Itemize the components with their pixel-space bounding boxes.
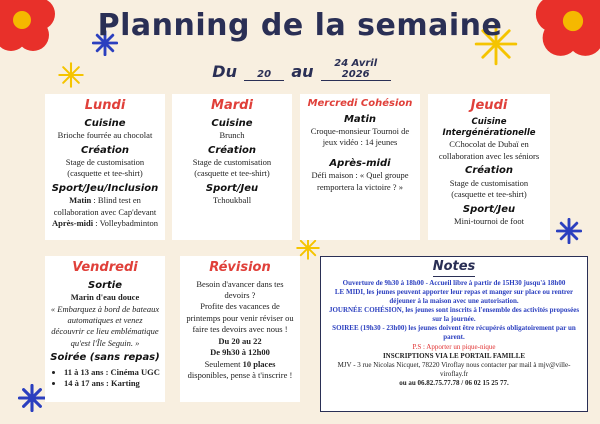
day-title: Vendredi <box>72 260 138 275</box>
section-heading: Après-midi <box>329 157 391 169</box>
outing-description: « Embarquez à bord de bateaux automatiques et venez découvrir ce lieu emblématique qu'est l'Île Seguin. » <box>50 303 160 348</box>
notes-box <box>320 256 588 412</box>
activity-text: CChocolat de Dubaï en collaboration avec les séniors <box>438 139 540 161</box>
activity-text: Brunch <box>219 130 245 141</box>
day-title: Mercredi Cohésion <box>307 98 413 109</box>
activity-text: Matin : Blind test en collaboration avec Cap'devant <box>53 195 157 217</box>
du-label: Du <box>212 62 237 81</box>
revision-dates: Du 20 au 22 <box>218 335 262 346</box>
section-heading: Sport/Jeu <box>205 182 259 194</box>
section-heading: Cuisine <box>84 117 126 129</box>
card-lundi <box>45 94 165 240</box>
card-mercredi <box>300 94 420 240</box>
note-line: LE MIDI, les jeunes peuvent apporter leur repas et manger sur place ou rentrer déjeuner à la maison avec une autorisation. <box>334 287 574 306</box>
activity-text: Stage de customisation (casquette et tee-shirt) <box>192 157 272 179</box>
activity-text: Mini-tournoi de foot <box>454 216 524 227</box>
note-line: Ouverture de 9h30 à 18h00 - Accueil libre à partir de 15H30 jusqu'à 18h00 <box>342 278 566 287</box>
section-heading: Matin <box>343 113 377 125</box>
card-jeudi <box>428 94 550 240</box>
note-line: ou au 06.82.75.77.78 / 06 02 15 25 77. <box>399 378 509 387</box>
list-item: • 14 à 17 ans : Karting <box>64 378 160 389</box>
au-label: au <box>291 62 314 81</box>
notes-title: Notes <box>433 259 476 277</box>
revision-hours: De 9h30 à 12h00 <box>210 347 270 358</box>
day-title: Révision <box>209 260 271 275</box>
start-date: 20 <box>244 69 284 81</box>
day-title: Lundi <box>84 98 126 113</box>
activity-text: Croque-monsieur Tournoi de jeux vidéo : 14 jeunes <box>310 126 410 148</box>
section-heading: Création <box>208 144 256 156</box>
section-heading: Cuisine <box>211 117 253 129</box>
section-heading: Création <box>465 165 513 177</box>
section-heading: Cuisine Intergénérationelle <box>442 116 536 139</box>
section-heading: Sport/Jeu/Inclusion <box>51 182 159 194</box>
section-heading: Création <box>81 144 129 156</box>
note-line: P.S : Apporter un pique-nique <box>412 342 496 351</box>
date-range <box>0 58 600 81</box>
card-vendredi <box>45 256 165 402</box>
activity-text: Brioche fourrée au chocolat <box>57 130 153 141</box>
end-date: 24 Avril 2026 <box>321 58 391 81</box>
revision-text: Besoin d'avancer dans tes devoirs ? <box>196 278 284 301</box>
revision-places: Seulement 10 places disponibles, pense à t'inscrire ! <box>187 358 293 381</box>
day-title: Jeudi <box>470 98 508 113</box>
section-heading: Sortie <box>88 279 122 291</box>
card-mardi <box>172 94 292 240</box>
revision-text: Profite des vacances de printemps pour venir réviser ou faire tes devoirs avec nous ! <box>186 301 294 335</box>
note-line: MJV - 3 rue Nicolas Nicquet, 78220 Viroflay nous contacter par mail à mjv@ville-viroflay.fr <box>337 360 571 378</box>
note-line: INSCRIPTIONS VIA LE PORTAIL FAMILLE <box>382 351 526 360</box>
note-line: SOIREE (19h30 - 23h00) les jeunes doivent être récupérés obligatoirement par un parent. <box>332 324 576 342</box>
page-title: Planning de la semaine <box>97 8 503 43</box>
section-heading: Sport/Jeu <box>462 203 516 215</box>
activity-text: Défi maison : « Quel groupe remportera la victoire ? » <box>311 170 409 192</box>
day-title: Mardi <box>211 98 253 113</box>
blue-star-icon <box>18 384 46 412</box>
note-line: JOURNÉE COHÉSION, les jeunes sont inscrits à l'ensemble des activités proposées sur la journée. <box>328 306 580 324</box>
activity-text: Stage de customisation (casquette et tee-shirt) <box>449 177 529 200</box>
outing-title: Marin d'eau douce <box>70 292 140 303</box>
section-heading: Soirée (sans repas) <box>50 352 160 364</box>
list-item: • 11 à 13 ans : Cinéma UGC <box>64 367 160 378</box>
activity-text: Après-midi : Volleybadminton <box>52 218 158 229</box>
evening-list <box>64 367 160 390</box>
activity-text: Stage de customisation (casquette et tee-shirt) <box>65 157 145 179</box>
blue-star-icon <box>556 218 582 244</box>
card-revision <box>180 256 300 402</box>
activity-text: Tchoukball <box>212 195 252 206</box>
